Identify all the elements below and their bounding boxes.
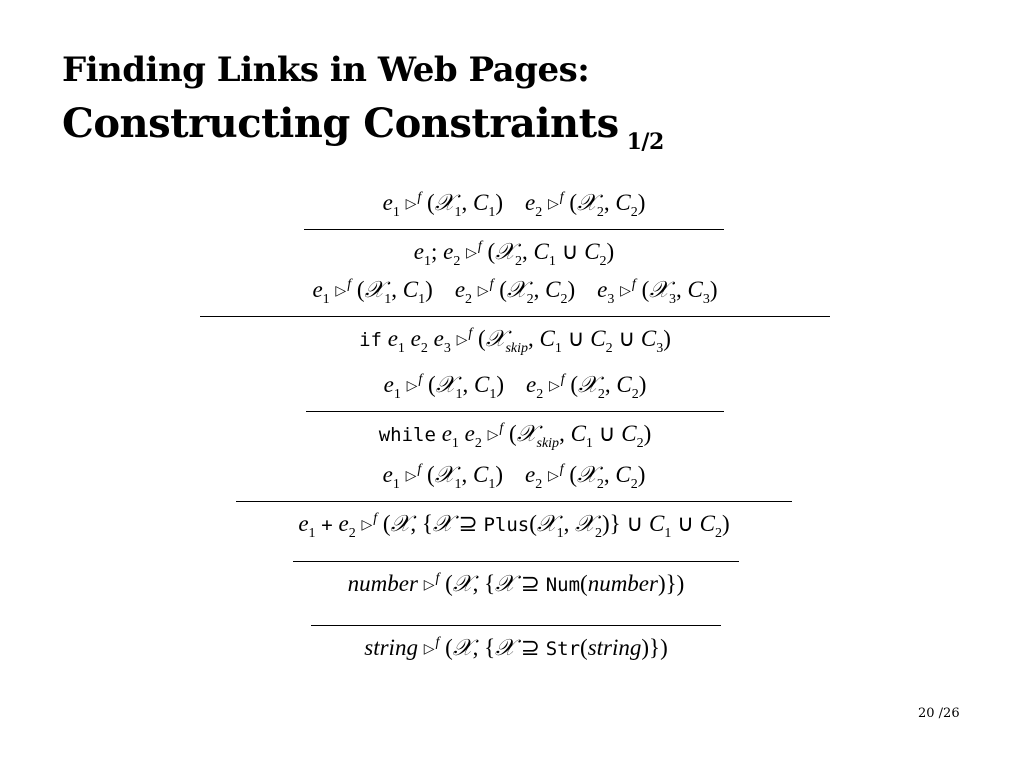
slide-title-line-1: Finding Links in Web Pages: [62, 50, 590, 90]
rule-number [293, 561, 739, 601]
rule-conclusion: number ▷$^f$ (𝒳, {𝒳 ⊇ Num(number)}) [347, 571, 685, 596]
rule-premises: $e_1$ ▷$^f$ (𝒳$_1$, $C_1$) $e_2$ ▷$^f$ (𝒳$_2$, $C_2$) $e_3$ ▷$^f$ (𝒳$_3$, $C_3$) [312, 277, 718, 307]
rule-plus [236, 455, 792, 549]
rule-sequence [304, 183, 724, 277]
rule-conclusion: if $e_1$ $e_2$ $e_3$ ▷$^f$ (𝒳$_{skip}$, $C_1$ ∪ $C_2$ ∪ $C_3$) [359, 326, 671, 356]
slide-title-line-2 [62, 100, 664, 155]
rule-premises: $e_1$ ▷$^f$ (𝒳$_1$, $C_1$) $e_2$ ▷$^f$ (𝒳$_2$, $C_2$) [382, 462, 646, 492]
rule-conclusion: string ▷$^f$ (𝒳, {𝒳 ⊇ Str(string)}) [364, 635, 668, 660]
rule-while [306, 365, 724, 459]
rule-conclusion: $e_1 + e_2$ ▷$^f$ (𝒳, {𝒳 ⊇ Plus(𝒳$_1$, 𝒳$_2$)} ∪ $C_1$ ∪ $C_2$) [298, 511, 730, 541]
rule-premises: $e_1$ ▷$^f$ (𝒳$_1$, $C_1$) $e_2$ ▷$^f$ (𝒳$_2$, $C_2$) [383, 372, 647, 402]
rule-conclusion: $e_1$; $e_2$ ▷$^f$ (𝒳$_2$, $C_1$ ∪ $C_2$) [413, 239, 615, 269]
rule-conclusion: while $e_1$ $e_2$ ▷$^f$ (𝒳$_{skip}$, $C_1$ ∪ $C_2$) [378, 421, 652, 451]
rule-string [311, 625, 721, 665]
rule-if [200, 270, 830, 364]
page-number: 20 /26 [918, 706, 960, 721]
rule-premises: $e_1$ ▷$^f$ (𝒳$_1$, $C_1$) $e_2$ ▷$^f$ (𝒳$_2$, $C_2$) [382, 190, 646, 220]
slide-title-text: Constructing Constraints [62, 100, 619, 147]
slide-title-fraction: 1/2 [626, 129, 664, 155]
